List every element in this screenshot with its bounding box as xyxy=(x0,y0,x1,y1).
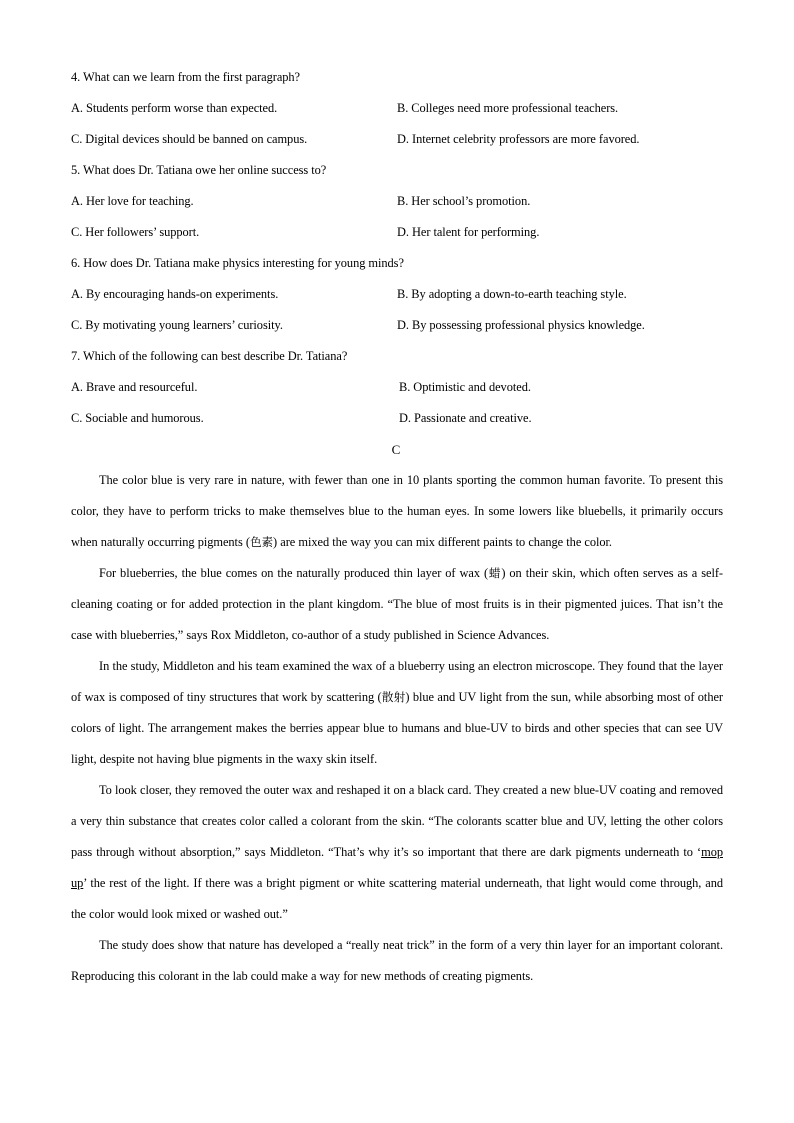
option-4-a[interactable]: A. Students perform worse than expected. xyxy=(71,101,278,115)
question-7-options-row-1 xyxy=(71,372,723,403)
option-7-b[interactable]: B. Optimistic and devoted. xyxy=(399,380,531,394)
question-block-5 xyxy=(71,155,723,248)
question-5-options-row-2 xyxy=(71,217,723,248)
option-5-a[interactable]: A. Her love for teaching. xyxy=(71,194,194,208)
option-5-d[interactable]: D. Her talent for performing. xyxy=(397,225,540,239)
option-6-a[interactable]: A. By encouraging hands-on experiments. xyxy=(71,287,279,301)
option-6-b[interactable]: B. By adopting a down-to-earth teaching style. xyxy=(397,287,627,301)
passage-body xyxy=(71,465,723,992)
chinese-gloss: 蜡 xyxy=(488,566,502,580)
question-block-6 xyxy=(71,248,723,341)
question-stem-5: 5. What does Dr. Tatiana owe her online success to? xyxy=(71,163,327,177)
option-7-d[interactable]: D. Passionate and creative. xyxy=(399,411,532,425)
passage-paragraph: The study does show that nature has developed a “really neat trick” in the form of a very thin layer for an important colorant. Reproducing this colorant in the lab could make a way for new methods of creating pigments. xyxy=(71,938,723,983)
page-content xyxy=(71,62,723,992)
question-6-options-row-1 xyxy=(71,279,723,310)
question-stem-6: 6. How does Dr. Tatiana make physics interesting for young minds? xyxy=(71,256,404,270)
chinese-gloss: 色素 xyxy=(249,535,274,549)
question-block-7 xyxy=(71,341,723,434)
question-stem-4: 4. What can we learn from the first paragraph? xyxy=(71,70,301,84)
option-5-b[interactable]: B. Her school’s promotion. xyxy=(397,194,531,208)
option-4-d[interactable]: D. Internet celebrity professors are more favored. xyxy=(397,132,640,146)
passage-paragraph: In the study, Middleton and his team examined the wax of a blueberry using an electron microscope. They found that the layer of wax is composed of tiny structures that work by scattering (散射) blue and UV light from the sun, while absorbing most of other colors of light. The arrangement makes the berries appear blue to humans and blue-UV to birds and other species that can see UV light, despite not having blue pigments in the waxy skin itself. xyxy=(71,659,723,766)
question-block-4 xyxy=(71,62,723,155)
passage-paragraph: For blueberries, the blue comes on the naturally produced thin layer of wax (蜡) on their skin, which often serves as a self-cleaning coating or for added protection in the plant kingdom. “The blue of most fruits is in their pigmented juices. That isn’t the case with blueberries,” says Rox Middleton, co-author of a study published in Science Advances. xyxy=(71,566,723,642)
option-6-d[interactable]: D. By possessing professional physics knowledge. xyxy=(397,318,645,332)
option-7-a[interactable]: A. Brave and resourceful. xyxy=(71,380,198,394)
question-stem-7: 7. Which of the following can best describe Dr. Tatiana? xyxy=(71,349,348,363)
option-4-c[interactable]: C. Digital devices should be banned on campus. xyxy=(71,132,308,146)
option-4-b[interactable]: B. Colleges need more professional teachers. xyxy=(397,101,619,115)
option-5-c[interactable]: C. Her followers’ support. xyxy=(71,225,200,239)
option-6-c[interactable]: C. By motivating young learners’ curiosity. xyxy=(71,318,283,332)
question-5-options-row-1 xyxy=(71,186,723,217)
question-4-options-row-2 xyxy=(71,124,723,155)
passage-section-letter: C xyxy=(391,442,401,457)
option-7-c[interactable]: C. Sociable and humorous. xyxy=(71,411,204,425)
underlined-phrase: mop up xyxy=(71,845,723,890)
question-6-options-row-2 xyxy=(71,310,723,341)
passage-paragraph: To look closer, they removed the outer wax and reshaped it on a black card. They created a new blue-UV coating and removed a very thin substance that creates color called a colorant from the skin. “The colorants scatter blue and UV, letting the other colors pass through without absorption,” says Middleton. “That’s why it’s so important that there are dark pigments underneath to ‘mop up’ the rest of the light. If there was a bright pigment or white scattering material underneath, that light would come through, and the color would look mixed or washed out.” xyxy=(71,783,723,921)
question-7-options-row-2 xyxy=(71,403,723,434)
passage-paragraph: The color blue is very rare in nature, with fewer than one in 10 plants sporting the common human favorite. To present this color, they have to perform tricks to make themselves blue to the human eyes. In some lowers like bluebells, it primarily occurs when naturally occurring pigments (色素) are mixed the way you can mix different paints to change the color. xyxy=(71,473,723,549)
chinese-gloss: 散射 xyxy=(381,690,406,704)
question-4-options-row-1 xyxy=(71,93,723,124)
